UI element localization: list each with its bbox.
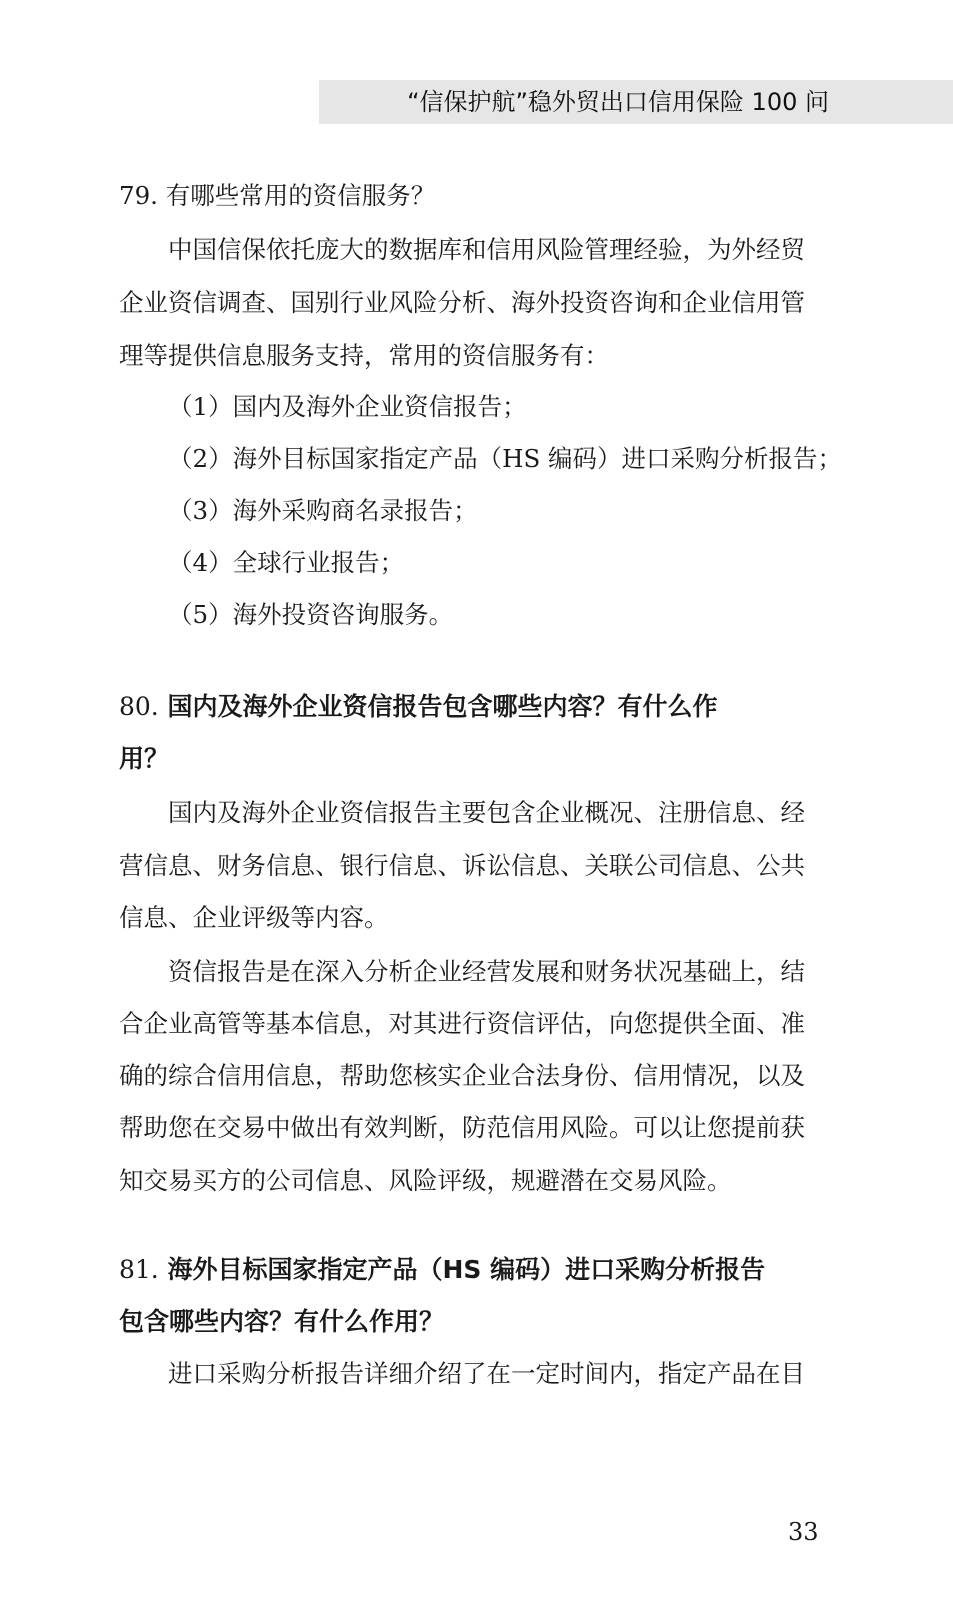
- q80-para2-line: 帮助您在交易中做出有效判断，防范信用风险。可以让您提前获: [119, 1113, 805, 1142]
- q80-para1-line: 信息、企业评级等内容。: [119, 903, 389, 932]
- q80-para2-line: 合企业高管等基本信息，对其进行资信评估，向您提供全面、准: [119, 1009, 805, 1038]
- q79-list-item: （2）海外目标国家指定产品（HS 编码）进口采购分析报告；: [168, 444, 843, 473]
- question-79-title: [119, 179, 435, 213]
- page-number: 33: [788, 1518, 819, 1546]
- q79-para-line: 企业资信调查、国别行业风险分析、海外投资咨询和企业信用管: [119, 288, 805, 317]
- question-81-number: 81.: [119, 1255, 159, 1284]
- question-80-title-line: 国内及海外企业资信报告包含哪些内容？有什么作: [167, 692, 718, 721]
- q79-para-line: 理等提供信息服务支持，常用的资信服务有：: [119, 341, 609, 370]
- question-80-number: 80.: [119, 692, 159, 721]
- q79-list-item: （1）国内及海外企业资信报告；: [168, 392, 527, 421]
- q79-list-item: （3）海外采购商名录报告；: [168, 496, 478, 525]
- q81-para-line: 进口采购分析报告详细介绍了在一定时间内，指定产品在目: [168, 1359, 805, 1388]
- q80-para1-line: 国内及海外企业资信报告主要包含企业概况、注册信息、经: [168, 798, 805, 827]
- question-79-number: 79.: [119, 181, 158, 210]
- question-80-title: [119, 690, 718, 724]
- q80-para1-line: 营信息、财务信息、银行信息、诉讼信息、关联公司信息、公共: [119, 851, 805, 880]
- question-81-title: [119, 1253, 765, 1287]
- question-79-text: 有哪些常用的资信服务？: [165, 181, 436, 210]
- question-81-title-line: 包含哪些内容？有什么作用？: [119, 1307, 445, 1336]
- header-title: “信保护航”稳外贸出口信用保险 100 问: [407, 88, 829, 116]
- q80-para2-line: 确的综合信用信息，帮助您核实企业合法身份、信用情况，以及: [119, 1061, 805, 1090]
- q80-para2-line: 知交易买方的公司信息、风险评级，规避潜在交易风险。: [119, 1166, 732, 1195]
- question-80-title-line: 用？: [119, 744, 170, 773]
- q79-para-line: 中国信保依托庞大的数据库和信用风险管理经验，为外经贸: [168, 235, 805, 264]
- q79-list-item: （5）海外投资咨询服务。: [168, 600, 454, 629]
- q80-para2-line: 资信报告是在深入分析企业经营发展和财务状况基础上，结: [168, 957, 805, 986]
- q79-list-item: （4）全球行业报告；: [168, 548, 405, 577]
- question-81-title-line: 海外目标国家指定产品（HS 编码）进口采购分析报告: [167, 1255, 766, 1284]
